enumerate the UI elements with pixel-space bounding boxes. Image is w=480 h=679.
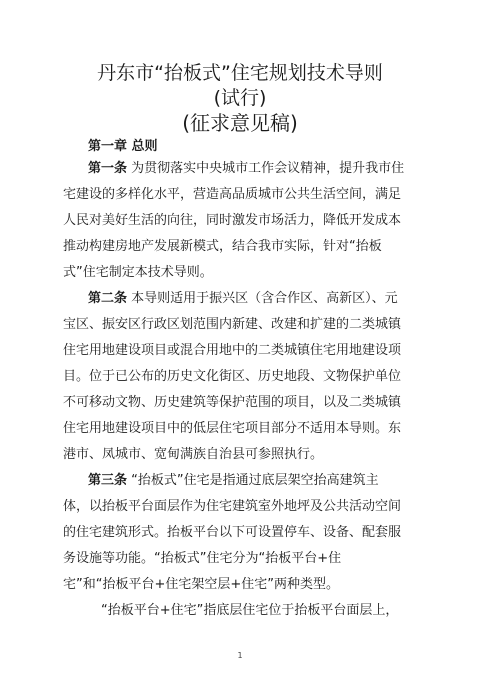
document-subtitle-draft: (征求意见稿)	[182, 111, 298, 135]
article3-line: 宅”和“抬板平台+住宅架空层+住宅”两种类型。	[63, 577, 339, 592]
chapter-heading: 第一章 总则	[88, 139, 158, 154]
article2-line: 住宅用地建设项目或混合用地中的二类城镇住宅用地建设项	[63, 343, 402, 358]
article1-label: 第一条	[88, 161, 128, 176]
article3-line: 体，以抬板平台面层作为住宅建筑室外地坪及公共活动空间	[63, 499, 402, 514]
article2-line: 港市、凤城市、宽甸满族自治县可参照执行。	[63, 447, 324, 462]
article3-line: 第三条 “抬板式”住宅是指通过底层架空抬高建筑主	[88, 473, 379, 488]
article3-line: 务设施等功能。“抬板式”住宅分为“抬板平台+住	[63, 551, 342, 566]
article2-line: 住宅用地建设项目中的低层住宅项目部分不适用本导则。东	[63, 421, 402, 436]
article1-line: 宅建设的多样化水平，营造高品质城市公共生活空间，满足	[63, 187, 402, 202]
article2-line: 不可移动文物、历史建筑等保护范围的项目，以及二类城镇	[63, 395, 402, 410]
article1-line: 人民对美好生活的向往，同时激发市场活力，降低开发成本	[63, 213, 402, 228]
article1-line: 式”住宅制定本技术导则。	[63, 265, 213, 280]
article2-label: 第二条	[88, 291, 128, 306]
article3-line: 的住宅建筑形式。抬板平台以下可设置停车、设备、配套服	[63, 525, 402, 540]
article1-line: 推动构建房地产发展新模式，结合我市实际，针对“抬板	[63, 239, 382, 254]
document-subtitle-trial: (试行)	[213, 87, 267, 109]
article2-line: 第二条 本导则适用于振兴区（含合作区、高新区）、元	[88, 291, 398, 306]
document-title: 丹东市“抬板式”住宅规划技术导则	[97, 62, 383, 84]
article1-line: 第一条 为贯彻落实中央城市工作会议精神，提升我市住	[88, 161, 405, 176]
article2-line: 目。位于已公布的历史文化街区、历史地段、文物保护单位	[63, 369, 402, 384]
article3-label: 第三条	[88, 473, 128, 488]
continuation-line: “抬板平台+住宅”指底层住宅位于抬板平台面层上，	[101, 603, 399, 618]
article2-line: 宝区、振安区行政区划范围内新建、改建和扩建的二类城镇	[63, 317, 402, 332]
page-number: 1	[237, 651, 243, 660]
